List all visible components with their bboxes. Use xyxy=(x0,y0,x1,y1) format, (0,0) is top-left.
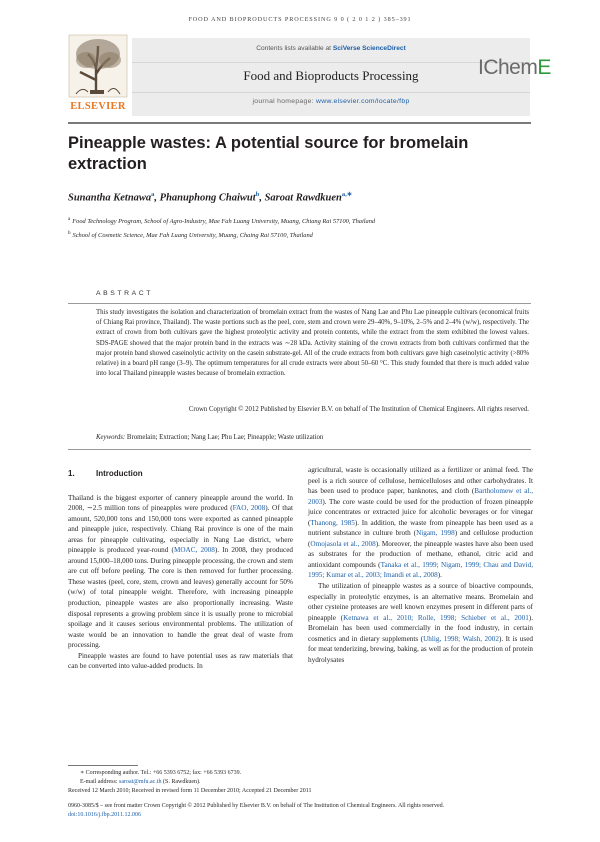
citation-link[interactable]: FAO, 2008 xyxy=(232,504,266,513)
affiliation-text: School of Cosmetic Science, Mae Fah Luang University, Muang, Chaing Rai 57100, Thailand xyxy=(72,231,313,239)
author-separator: , xyxy=(259,192,265,204)
header-divider xyxy=(68,122,531,124)
homepage-prefix: journal homepage: xyxy=(252,98,317,105)
contents-line xyxy=(132,45,530,52)
received-dates: Received 12 March 2010; Received in revised form 11 December 2010; Accepted 21 December 2011 xyxy=(68,788,312,794)
section-number: 1. xyxy=(68,469,75,478)
citation-link[interactable]: Uhlig, 1998; Walsh, 2002 xyxy=(423,634,499,643)
issn-text: 0960-3085/$ – see front matter Crown Copyright © 2012 Published by Elsevier B.V. on behalf of The Institution of Chemical Engineers. All rights reserved. xyxy=(68,803,445,809)
elsevier-tree-icon xyxy=(68,34,128,98)
sciencedirect-link[interactable]: SciVerse ScienceDirect xyxy=(332,45,406,52)
elsevier-logo xyxy=(68,34,128,112)
contents-prefix: Contents lists available at xyxy=(256,45,333,52)
affiliation-marker: a xyxy=(68,217,71,222)
email-prefix: E-mail address: xyxy=(80,778,119,785)
author-separator: , xyxy=(154,192,160,204)
body-paragraph xyxy=(308,465,533,581)
body-paragraph xyxy=(308,581,533,665)
body-text: Thailand is the biggest exporter of cannery pineapple around the world. In 2008, ∼2.5 million tons of pineapples were produced ( xyxy=(68,493,293,513)
body-text: ) and cellulose production ( xyxy=(308,529,533,548)
affiliations xyxy=(68,214,538,241)
issn-notice xyxy=(68,802,538,819)
affiliation xyxy=(68,214,538,228)
author-affiliation-marker[interactable]: a,∗ xyxy=(341,191,353,198)
footnotes xyxy=(68,769,538,786)
abstract-divider-bottom xyxy=(68,449,531,450)
body-text: ). In 2008, they produced around 15,000–18,000 tons. During pineapple processing, the crown and stem are cut off before peeling. The core is then removed for further processing. These wastes (peel, core, stem, crown and leaves) generally account for 50% (w/w) of total pineapple weight. Therefore, with increasing pineapple production, pineapple wastes are also proportionally increasing. Waste disposal represents a growing problem since it is usually prone to microbial spoilage and it causes serious environmental problems. The utilization of waste would be an innovation to handle the great deal of waste from processing. xyxy=(68,546,293,650)
citation-link[interactable]: Omojasola et al., 2008 xyxy=(310,539,376,548)
divider xyxy=(132,92,530,93)
author-name: Sunantha Ketnawa xyxy=(68,192,152,204)
body-text: agricultural, waste is occasionally utilized as a fertilizer or animal feed. The peel is a rich source of cellulose, hemicelluloses and other carbohydrates. It has been used to produce paper, banknotes, and cloth ( xyxy=(308,466,533,496)
keywords xyxy=(96,434,529,441)
column-right xyxy=(308,465,533,665)
body-text: ). Bromelain has been used commercially in the food industry, in certain cosmetics and in dietary supplements ( xyxy=(308,613,533,643)
abstract-divider-top xyxy=(68,303,531,304)
copyright-notice: Crown Copyright © 2012 Published by Elsevier B.V. on behalf of The Institution of Chemical Engineers. All rights reserved. xyxy=(188,406,529,413)
homepage-line xyxy=(132,98,530,105)
email-link[interactable]: saroat@mfu.ac.th xyxy=(119,778,162,785)
corresponding-author-note: ∗ Corresponding author. Tel.: +66 5393 6752; fax: +66 5393 6739. xyxy=(80,770,242,776)
body-paragraph: Pineapple wastes are found to have potential uses as raw materials that can be converted into value-added products. In xyxy=(68,651,293,671)
section-heading xyxy=(68,469,293,480)
author-affiliation-marker[interactable]: b xyxy=(255,191,260,198)
body-text: ). Moreover, the pineapple wastes have also been used as substrates for the production of methane, ethanol, citric acid and antioxidant compounds ( xyxy=(308,539,534,569)
running-head: FOOD AND BIOPRODUCTS PROCESSING 9 0 ( 2 0 1 2 ) 385–391 xyxy=(188,16,412,23)
journal-header xyxy=(68,30,598,117)
citation-link[interactable]: MOAC, 2008 xyxy=(173,546,215,555)
author-affiliation-marker[interactable]: a xyxy=(151,191,155,198)
citation-link[interactable]: Bartholomew et al., 2003 xyxy=(308,487,533,506)
affiliation xyxy=(68,228,538,242)
author-name: Saroat Rawdkuen xyxy=(264,192,342,204)
email-note xyxy=(68,778,538,787)
body-paragraph xyxy=(68,493,293,651)
footnote-divider xyxy=(68,765,138,766)
section-title: Introduction xyxy=(96,469,143,478)
email-suffix: (S. Rawdkuen). xyxy=(161,778,201,785)
citation-link[interactable]: Ketnawa et al., 2010; Rolle, 1998; Schieber et al., 2001 xyxy=(343,613,529,622)
ichem-logo-main: IChem xyxy=(478,56,538,79)
abstract-text: This study investigates the isolation and characterization of bromelain extract from the wastes of Nang Lae and Phu Lae pineapple cultivars (economical fruits of Chiang Rai province, Thailand). The waste portions such as the peel, core, stem and crown were 29–40%, 9–10%, 2–5% and 2–4% (w/w), respectively. The extract of crown from both cultivars gave the highest proteolytic activity and protein contents, while the extract from the stem exhibited the lowest values. SDS-PAGE showed that the major protein band in the extracts was ∼28 kDa. Activity staining of the crown extracts from both cultivars confirmed that the major protein band showed caseinolytic activity on the casein substrate-gel. All of the crude extracts from both cultivars gave high caseinolytic activity (>80% relative) in a board pH range (3–9). The optimum temperatures for all crude extracts were about 50–60 °C. This study founded that there is much added value into local Thailand pineapple wastes because of bromelain extraction. xyxy=(96,309,529,378)
ichem-logo xyxy=(478,56,551,80)
citation-link[interactable]: Tanaka et al., 1999; Nigam, 1999; Chau and David, 1995; Kumar et al., 2003; Imandi et al., 2008 xyxy=(308,560,533,580)
citation-link[interactable]: Thanong, 1985 xyxy=(310,518,355,527)
body-text: ). In addition, the waste from pineapple has been used as a nutrient substance in culture broth ( xyxy=(308,518,533,538)
column-left xyxy=(68,469,293,672)
body-text: The utilization of pineapple wastes as a source of bioactive compounds, especially in proteolytic enzymes, is an alternative means. Bromelain and other cysteine proteases are well known enzymes present in different parts of pineapple ( xyxy=(308,582,533,622)
citation-link[interactable]: Nigam, 1998 xyxy=(416,529,455,538)
ichem-logo-e: E xyxy=(537,56,551,79)
affiliation-text: Food Technology Program, School of Agro-Industry, Mae Fah Luang University, Muang, Chiang Rai 57100, Thailand xyxy=(72,218,376,226)
body-text: ). The core waste could be used for the production of frozen pineapple juice concentrates or extracted juice for alcoholic beverages or for vinegar ( xyxy=(308,497,533,527)
article-title: Pineapple wastes: A potential source for bromelain extraction xyxy=(68,134,469,173)
body-text: ). Of that amount, 520,000 tons and 150,000 tons were exported as canned pineapple and pineapple juice, respectively. Chiang Rai province is one of the main areas for pineapple cultivating, especially in Nang Lae district, where pineapple is produced year-round ( xyxy=(68,504,293,555)
journal-title-box xyxy=(132,38,530,116)
author-list xyxy=(68,190,538,204)
homepage-link[interactable]: www.elsevier.com/locate/fbp xyxy=(316,98,410,105)
elsevier-wordmark: ELSEVIER xyxy=(70,101,126,112)
keywords-list: Bromelain; Extraction; Nang Lae; Phu Lae; Pineapple; Waste utilization xyxy=(126,434,324,441)
body-text: ). It is used for meat tenderizing, brewing, baking, as well as for the production of protein hydrolysates xyxy=(308,634,533,664)
affiliation-marker: b xyxy=(68,230,71,236)
doi-link[interactable]: doi:10.1016/j.fbp.2011.12.006 xyxy=(68,811,141,818)
author-name: Phanuphong Chaiwut xyxy=(159,192,256,204)
divider xyxy=(132,62,530,63)
keywords-label: Keywords: xyxy=(96,434,126,441)
journal-title: Food and Bioproducts Processing xyxy=(243,68,419,83)
body-text: ). xyxy=(437,571,442,580)
abstract-heading: ABSTRACT xyxy=(96,290,154,297)
